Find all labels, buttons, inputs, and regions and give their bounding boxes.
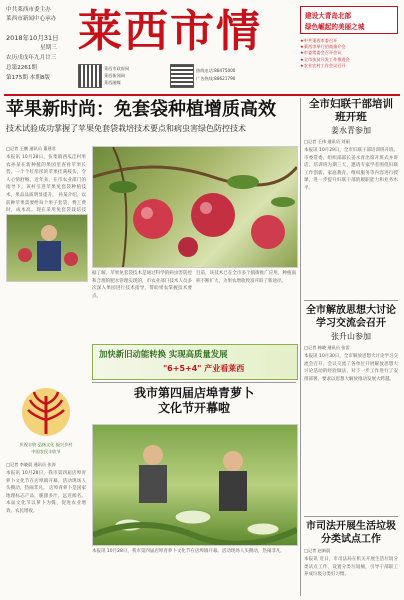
bullet-item: ★农业农村工作会议召开 [300,62,346,68]
apple-illustration [93,147,297,267]
mid-paragraph: 店埠青萝卜是国家地理标志产品，脆甜多汁，远近闻名。本届文化节以萝卜为媒，促进农业增效、农民增收。 [6,486,86,514]
mid-headline-2: 文化节开幕啦 [157,401,230,415]
total-issue: 总第2261期 [6,65,38,71]
right-story-2-sub: 张升山参加 [331,332,371,341]
mid-headline-1: 我市第四届店埠青萝卜 [133,386,254,400]
promo-banner [92,344,298,380]
right-story-1-byline: □记者 王伟 通讯员 刘丽 [304,139,350,144]
promo-line-2: 绿色崛起的美丽之城 [305,23,365,31]
radish-photo [92,424,298,546]
farmer-illustration [7,215,87,281]
qr-row [78,64,293,90]
qr-code-icon [78,64,102,88]
masthead-title: 莱西市情 [78,6,262,57]
lead-paragraph: 孙某介绍，以前种苹果需要给每个果子套袋，费工费时，成本高。现在采用免套袋栽培技 [6,192,86,214]
wheat-logo-icon [6,384,86,440]
right-column-divider [300,98,301,596]
promo-line-1: 建设大青岛北部 [305,12,352,20]
logo-caption-1: 庆祝丰收 弘扬文化 振兴乡村 [19,442,73,447]
publisher-line-1: 中共莱西市委主办 [6,7,51,13]
apple-photo [92,146,298,268]
right-divider-1 [304,300,398,301]
info-line-1: 莱西市政府网 [104,66,130,71]
right-story-3-byline: □记者 赵新晨 [304,548,331,553]
lunar-date: 农历戊戌年九月廿三 [6,55,57,61]
right-story-1-text: 本报讯 10月29日，全市妇联干部培训班开班。市委常委、组织部部长姜水青出席开班式并讲话。培训班为期三天，邀请专家学者围绕妇联工作创新、家庭教育、维权服务等内容进行授课，进一步提升妇联干部的履职能力和业务水平。 [304,148,398,191]
promo-banner-line-1: 加快新旧动能转换 实现高质量发展 [99,349,228,359]
issue-date: 2018年10月31日 [6,34,59,42]
right-story-2-byline: □记者 韩晓 通讯员 张雷 [304,345,350,350]
info-line-2: 莱西新闻网 [104,73,125,78]
right-story-1-sub: 姜水青参加 [331,126,371,135]
mid-text [6,470,86,594]
mid-paragraph: 本报讯 10月28日，我市第四届店埠青萝卜文化节在店埠镇开幕。活动现场人头攒动，热闹非凡。 [92,549,285,554]
mid-byline: □记者 李晓晨 通讯员 张涛 [6,462,56,467]
qr-code-icon [170,64,194,88]
contact-line-1: 热线电话:88475000 [196,68,236,73]
radish-illustration [93,425,297,545]
bullet-item: ★莱西市举行招商推介会 [300,44,346,50]
bullet-item: ★全市扶贫开发工作推进会 [300,56,350,62]
lead-byline: □记者 王鹏 通讯员 董建君 [6,146,56,151]
right-divider-2 [304,516,398,517]
harvest-logo [6,384,86,458]
mid-paragraph: 本报讯 10月28日，我市第四届店埠青萝卜文化节在店埠镇开幕。活动现场人头攒动，热闹非凡。 [6,471,86,492]
lead-headline: 苹果新时尚：免套袋种植增质高效 [6,99,276,120]
right-story-3-text: 本报讯 近日，市司法局在机关开展生活垃圾分类试点工作，设置分类垃圾桶，引导干部职工养成垃圾分类好习惯。 [304,557,398,578]
lead-subheadline: 技术试验成功掌握了苹果免套袋栽培技术要点和病虫害绿色防控技术 [6,124,246,133]
lead-paragraph: 本报讯 10月28日，伍集镇西瓜洼村果农孙某在新种植的果园里查看苹果长势。一个个红彤彤的苹果挂满枝头，令人心情舒畅。近年来，在市农业部门的指导下，该村引进苹果免套袋种植技术，果品品质明显提升。 [6,155,86,198]
publisher-line-2: 莱西市新闻中心承办 [6,16,57,22]
bullet-item: ★中共莱西市委召开 [300,38,338,43]
info-line-3: 莱西融媒 [104,80,121,85]
right-story-2-text: 本报讯 10月30日，全市解放思想大讨论学习交流会召开。会议交流了各单位开展解放思想大讨论活动的经验做法，对下一步工作进行了安排部署，要求以思想大解放推动发展大跨越。 [304,354,398,382]
contact-line-2: 广告热线:88621790 [196,76,236,81]
mid-divider [92,382,296,383]
lead-paragraph: 目前，该技术已在全市多个镇街推广应用，种植面积不断扩大，为果农增收致富开辟了新途径。 [196,271,296,284]
promo-box [300,6,398,34]
right-story-1-headline: 全市妇联干部培训班开班 [309,98,393,123]
right-story-3-headline: 市司法开展生活垃圾分类试点工作 [306,521,396,545]
right-story-2-headline: 全市解放思想大讨论学习交流会召开 [306,305,396,329]
issue-pages: 第175期 本期8版 [6,75,50,81]
masthead-divider [4,94,400,96]
promo-banner-line-2: "6+5+4" 产业看莱西 [163,364,245,373]
logo-caption-2: 中国农民丰收节 [31,449,61,454]
mid-text-under-photo [92,548,296,594]
issue-weekday: 星期三 [40,45,57,51]
lead-paragraph: 据了解，苹果免套袋技术是通过科学的病虫害防控和合理的肥水管理实现的，市农业部门技术人员多次深入果园进行技术指导，帮助果农掌握技术要点。 [92,271,192,299]
farmer-photo [6,214,88,282]
bullet-item: ★市委常委会召开会议 [300,50,342,56]
masthead-bullets [300,38,396,69]
